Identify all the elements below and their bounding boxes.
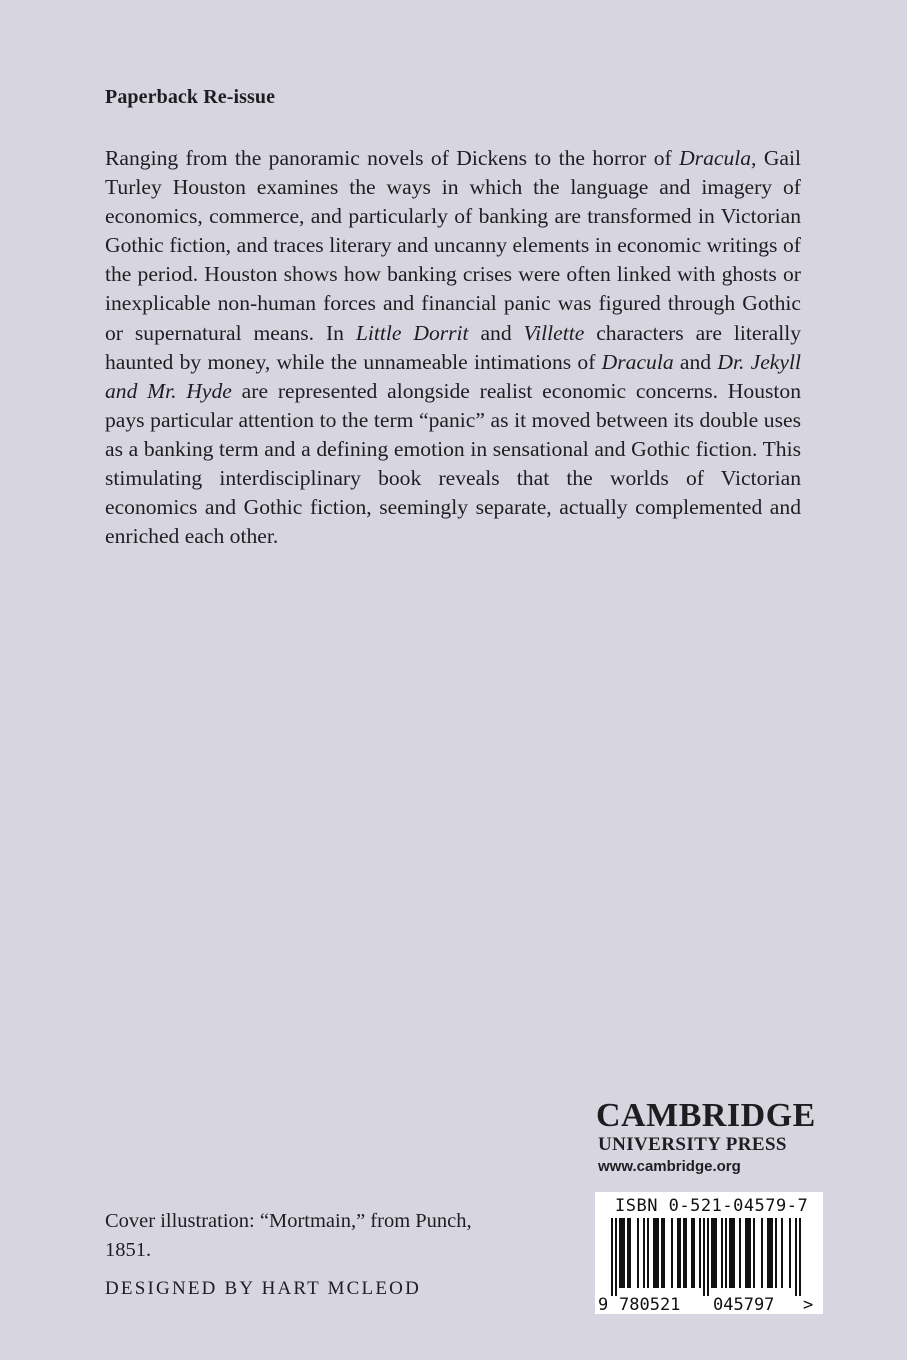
isbn-label: ISBN 0-521-04579-7 xyxy=(615,1196,809,1216)
barcode-bar xyxy=(781,1218,783,1288)
barcode-bar xyxy=(691,1218,693,1288)
barcode-bar xyxy=(731,1218,733,1288)
designer-credit: DESIGNED BY HART MCLEOD xyxy=(105,1278,421,1299)
barcode-bar xyxy=(699,1218,701,1288)
barcode-bar xyxy=(761,1218,763,1288)
barcode-bar xyxy=(623,1218,625,1288)
barcode-bar xyxy=(725,1218,727,1288)
blurb-text: and xyxy=(673,349,718,374)
barcode-bar xyxy=(655,1218,657,1288)
barcode-bar xyxy=(611,1218,613,1296)
barcode-bar xyxy=(749,1218,751,1288)
barcode-bar xyxy=(693,1218,695,1288)
barcode-bar xyxy=(643,1218,645,1288)
publisher-logo xyxy=(596,1098,826,1178)
barcode-left-digits: 780521 xyxy=(619,1295,681,1314)
barcode-bar xyxy=(715,1218,717,1288)
publisher-url[interactable]: www.cambridge.org xyxy=(598,1158,741,1175)
barcode-bar xyxy=(739,1218,741,1288)
barcode-bar xyxy=(653,1218,655,1288)
barcode-bar xyxy=(721,1218,723,1288)
barcode-bar xyxy=(745,1218,747,1288)
italic-title: Villette xyxy=(523,320,585,345)
barcode-bar xyxy=(685,1218,687,1288)
barcode-bar xyxy=(679,1218,681,1288)
barcode-bar xyxy=(629,1218,631,1288)
barcode-bar xyxy=(619,1218,621,1288)
barcode-bar xyxy=(671,1218,673,1288)
italic-title: Dracula xyxy=(601,349,674,374)
barcode-bar xyxy=(789,1218,791,1288)
barcode-bar xyxy=(647,1218,649,1288)
barcode-graphic xyxy=(595,1218,823,1314)
section-heading: Paperback Re-issue xyxy=(105,86,276,108)
publisher-name: CAMBRIDGE xyxy=(596,1097,816,1134)
book-description xyxy=(105,144,801,551)
barcode-bar xyxy=(767,1218,769,1288)
barcode-bar xyxy=(753,1218,755,1288)
barcode-bar xyxy=(775,1218,777,1288)
barcode-arrow: > xyxy=(803,1295,814,1314)
italic-title: Dracula, xyxy=(679,146,757,170)
cover-credit: Cover illustration: “Mortmain,” from Punch, 1851. xyxy=(105,1210,472,1261)
barcode-bar xyxy=(733,1218,735,1288)
barcode-lead-digit: 9 xyxy=(598,1295,609,1314)
barcode-bar xyxy=(711,1218,713,1288)
barcode-bar xyxy=(661,1218,663,1288)
barcode-bar xyxy=(663,1218,665,1288)
barcode-bar xyxy=(799,1218,801,1296)
barcode-bar xyxy=(713,1218,715,1288)
blurb-text: characters are literally haunted by money, while the unnameable intimations of xyxy=(105,320,802,374)
blurb-text: are represented alongside realist economic concerns. Houston pays particular attention to the term “panic” as it moved between its double uses as a banking term and a defining emotion in sensational and Gothic fiction. This stimulating interdisciplinary book reveals that the worlds of Victorian economics and Gothic fiction, seemingly separate, actually complemented and enriched each other. xyxy=(105,378,801,549)
barcode-bar xyxy=(637,1218,639,1288)
barcode-bar xyxy=(747,1218,749,1288)
barcode-bar xyxy=(729,1218,731,1288)
blurb-text: Ranging from the panoramic novels of Dickens to the horror of xyxy=(105,146,680,170)
barcode-right-digits: 045797 xyxy=(713,1295,775,1314)
publisher-subname: UNIVERSITY PRESS xyxy=(598,1134,787,1155)
barcode-bar xyxy=(795,1218,797,1296)
barcode-bar xyxy=(621,1218,623,1288)
barcode-bar xyxy=(677,1218,679,1288)
blurb-text: and xyxy=(468,320,524,345)
barcode-bar xyxy=(707,1218,709,1296)
barcode-bar xyxy=(657,1218,659,1288)
italic-title: Dr. Jekyll and Mr. Hyde xyxy=(105,349,801,403)
barcode-bar xyxy=(627,1218,629,1288)
blurb-text: Gail Turley Houston examines the ways in which the language and imagery of economics, commerce, and particularly of banking are transformed in Victorian Gothic fiction, and traces literary and uncanny elements in economic writings of the period. Houston shows how banking crises were often linked with ghosts or inexplicable non-human forces and financial panic was figured through Gothic or supernatural means. In xyxy=(105,146,802,345)
italic-title: Little Dorrit xyxy=(355,320,469,345)
barcode-bar xyxy=(703,1218,705,1296)
barcode-bar xyxy=(769,1218,771,1288)
barcode-bar xyxy=(771,1218,773,1288)
barcode-bar xyxy=(683,1218,685,1288)
isbn-barcode xyxy=(595,1192,823,1314)
barcode-bar xyxy=(615,1218,617,1296)
